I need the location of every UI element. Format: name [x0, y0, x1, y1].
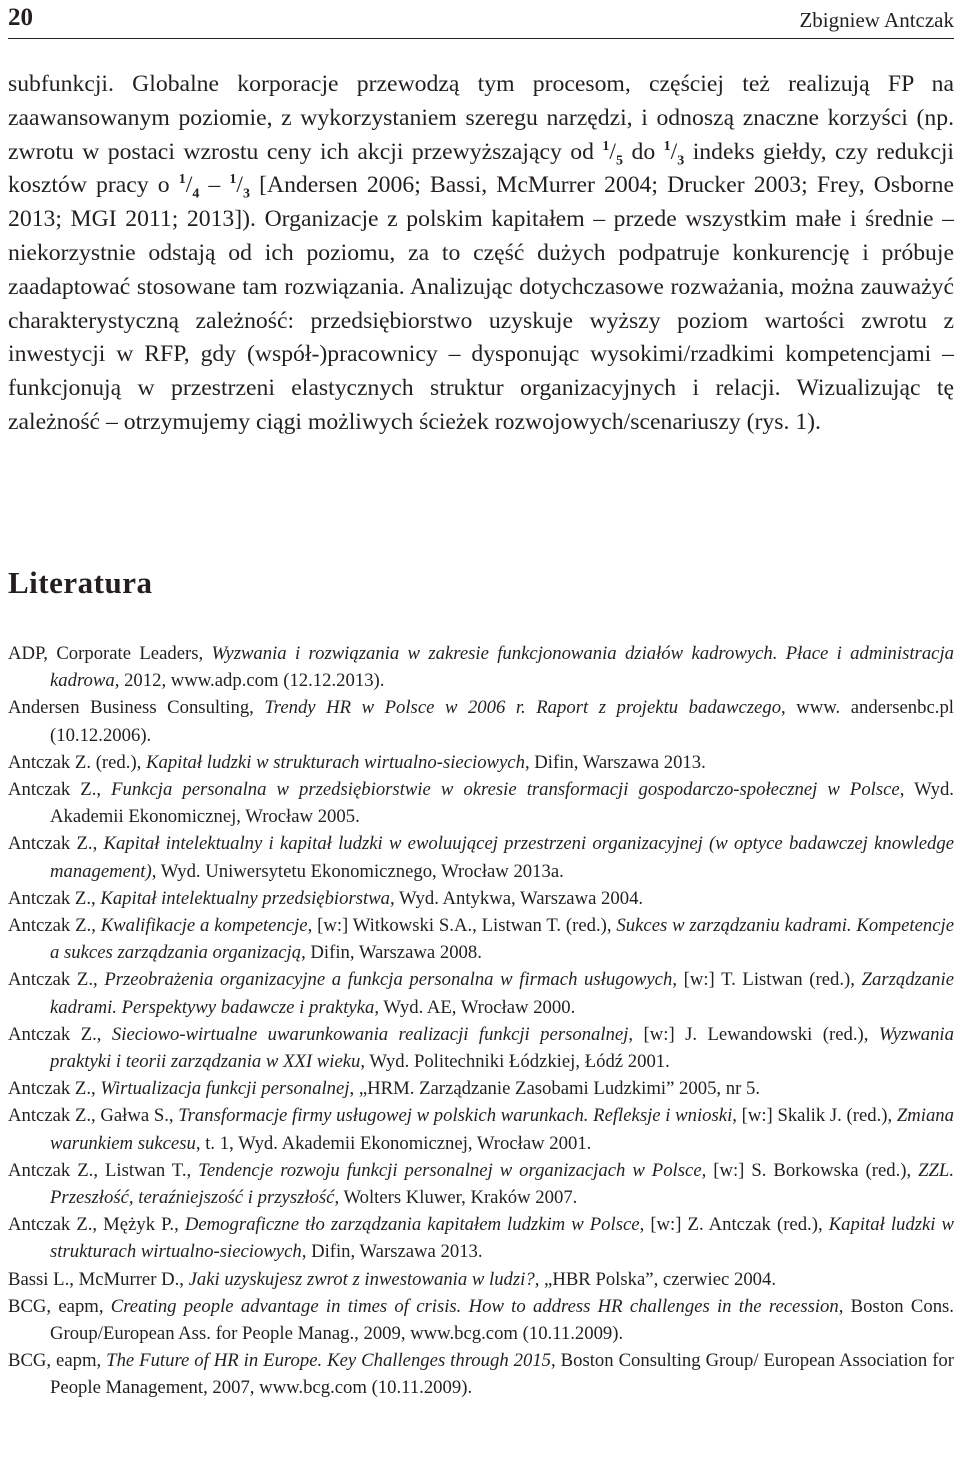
reference-text: , [w:] S. Borkowska (red.), — [701, 1159, 919, 1181]
reference-item — [8, 640, 954, 694]
reference-title: Wyzwania i rozwiązania w zakresie funkcjonowania działów kadrowych. Płace i administracja kadrowa — [50, 643, 954, 692]
reference-text: , Wyd. Akademii Ekonomicznej, Wrocław 2005. — [50, 779, 954, 828]
section-title: Literatura — [8, 565, 153, 600]
page-number: 20 — [8, 4, 33, 31]
reference-title: Jaki uzyskujesz zwrot z inwestowania w ludzi? — [188, 1268, 535, 1290]
reference-text: Antczak Z. (red.), — [8, 751, 147, 773]
reference-title: Funkcja personalna w przedsiębiorstwie w okresie transformacji gospodarczo-społecznej w Polsce — [111, 779, 900, 801]
reference-text: , Wyd. Uniwersytetu Ekonomicznego, Wrocław 2013a. — [151, 860, 564, 882]
reference-text: Andersen Business Consulting, — [8, 697, 265, 719]
reference-text: Antczak Z., Gałwa S., — [8, 1105, 179, 1127]
reference-text: Antczak Z., Mężyk P., — [8, 1214, 185, 1236]
reference-item — [8, 1102, 954, 1156]
reference-title: Transformacje firmy usługowej w polskich warunkach. Refleksje i wnioski — [178, 1105, 733, 1127]
running-header-author: Zbigniew Antczak — [799, 8, 954, 32]
reference-text: , [w:] J. Lewandowski (red.), — [628, 1023, 879, 1045]
reference-title: Sukces w zarządzaniu kadrami. Kompetencje a sukces zarządzania organizacją — [50, 915, 954, 964]
running-header — [8, 2, 954, 39]
reference-title: Kapitał intelektualny przedsiębiorstwa — [100, 887, 391, 909]
body-paragraph: subfunkcji. Globalne korporacje przewodzą tym procesom, częściej też realizują FP na zaawansowanym poziomie, z wykorzystaniem szeregu narzędzi, i odnoszą znaczne korzyści (np. zwrotu w postaci wzrostu ceny ich akcji przewyższający od $^1/_5$ do $^1/_3$ indeks giełdy, czy redukcji kosztów pracy o $^1/_4 - ^1/_3$ [Andersen 2006; Bassi, McMurrer 2004; Drucker 2003; Frey, Osborne 2013; MGI 2011; 2013]). Organizacje z polskim kapitałem – przede wszystkim małe i średnie – niekorzystnie odstają od ich poziomu, za to część dużych podpatruje konkurencję i próbuje zaadaptować stosowane tam rozwiązania. Analizując dotychczasowe rozważania, można zauważyć charakterystyczną zależność: przedsiębiorstwo uzyskuje wyższy poziom wartości zwrotu z inwestycji w RFP, gdy (współ-)pracownicy – dysponując wysokimi/rzadkimi kompetencjami – funkcjonują w przestrzeni elastycznych struktur organizacyjnych i relacji. Wizualizując tę zależność – otrzymujemy ciągi możliwych ścieżek rozwojowych/scenariuszy (rys. 1). — [8, 71, 954, 435]
reference-text: , Difin, Warszawa 2008. — [301, 942, 482, 964]
reference-item — [8, 1157, 954, 1211]
reference-item — [8, 1293, 954, 1347]
reference-text: Antczak Z., — [8, 1078, 101, 1100]
reference-text: , 2012, www.adp.com (12.12.2013). — [114, 670, 385, 692]
reference-text: , [w:] Z. Antczak (red.), — [639, 1214, 829, 1236]
reference-title: Trendy HR w Polsce w 2006 r. Raport z projektu badawczego — [264, 697, 782, 719]
reference-text: , Wyd. Antykwa, Warszawa 2004. — [390, 887, 644, 909]
reference-text: , www. andersenbc.pl (10.12.2006). — [50, 697, 954, 746]
reference-item — [8, 912, 954, 966]
reference-item — [8, 1266, 954, 1293]
reference-title: ZZL. Przeszłość, teraźniejszość i przyszłość — [50, 1159, 954, 1209]
reference-title: Kwalifikacje a kompetencje — [100, 915, 308, 937]
reference-item — [8, 966, 954, 1020]
reference-item — [8, 1075, 954, 1102]
reference-text: , [w:] Skalik J. (red.), — [732, 1105, 897, 1127]
reference-title: Wirtualizacja funkcji personalnej — [100, 1078, 350, 1100]
reference-text: ADP, Corporate Leaders, — [8, 643, 212, 664]
reference-text: , [w:] T. Listwan (red.), — [672, 969, 862, 991]
reference-item — [8, 694, 954, 748]
reference-text: , Boston Consulting Group/ European Association for People Management, 2007, www.bcg.com (10.11.2009). — [50, 1350, 954, 1399]
reference-item — [8, 749, 954, 776]
reference-item — [8, 1021, 954, 1075]
reference-text: , t. 1, Wyd. Akademii Ekonomicznej, Wrocław 2001. — [195, 1132, 592, 1154]
reference-item — [8, 830, 954, 884]
reference-text: , Difin, Warszawa 2013. — [301, 1241, 483, 1263]
reference-text: , Wyd. AE, Wrocław 2000. — [374, 996, 576, 1018]
reference-text: BCG, eapm, — [8, 1350, 107, 1372]
reference-title: Wyzwania praktyki i teorii zarządzania w XXI wieku — [50, 1023, 954, 1073]
reference-title: Przeobrażenia organizacyjne a funkcja personalna w firmach usługowych — [104, 969, 673, 991]
reference-title: Tendencje rozwoju funkcji personalnej w organizacjach w Polsce — [198, 1159, 702, 1181]
reference-title: Zarządzanie kadrami. Perspektywy badawcze i praktyka — [50, 969, 954, 1018]
reference-text: , „HRM. Zarządzanie Zasobami Ludzkimi” 2005, nr 5. — [349, 1078, 761, 1100]
reference-text: , Boston Cons. Group/European Ass. for People Manag., 2009, www.bcg.com (10.11.2009). — [50, 1295, 954, 1345]
reference-text: , Wolters Kluwer, Kraków 2007. — [334, 1187, 578, 1209]
reference-list — [8, 640, 954, 1402]
reference-text: Antczak Z., — [8, 1023, 112, 1045]
reference-item — [8, 776, 954, 830]
reference-item — [8, 885, 954, 912]
reference-item — [8, 1211, 954, 1265]
reference-title: Kapitał ludzki w strukturach wirtualno-sieciowych — [146, 751, 525, 773]
reference-text: Antczak Z., — [8, 833, 104, 855]
reference-text: Antczak Z., — [8, 887, 101, 909]
reference-item — [8, 1347, 954, 1401]
reference-text: , Wyd. Politechniki Łódzkiej, Łódź 2001. — [360, 1051, 670, 1073]
reference-title: Sieciowo-wirtualne uwarunkowania realizacji funkcji personalnej — [111, 1023, 629, 1045]
reference-text: Antczak Z., — [8, 779, 112, 801]
reference-title: Zmiana warunkiem sukcesu — [50, 1105, 954, 1154]
reference-text: Bassi L., McMurrer D., — [8, 1268, 189, 1290]
reference-text: , [w:] Witkowski S.A., Listwan T. (red.), — [307, 915, 617, 937]
reference-title: Kapitał intelektualny i kapitał ludzki w ewoluującej przestrzeni organizacyjnej (w optyce badawczej knowledge management) — [50, 833, 954, 882]
reference-text: Antczak Z., Listwan T., — [8, 1159, 199, 1181]
reference-text: Antczak Z., — [8, 915, 101, 937]
reference-text: Antczak Z., — [8, 969, 105, 991]
reference-title: Demograficzne tło zarządzania kapitałem ludzkim w Polsce — [184, 1214, 640, 1236]
reference-text: BCG, eapm, — [8, 1295, 111, 1317]
reference-title: The Future of HR in Europe. Key Challenges through 2015 — [106, 1350, 552, 1372]
reference-title: Kapitał ludzki w strukturach wirtualno-sieciowych — [50, 1214, 954, 1263]
reference-title: Creating people advantage in times of crisis. How to address HR challenges in the recession — [110, 1295, 839, 1317]
reference-text: , Difin, Warszawa 2013. — [524, 751, 706, 773]
reference-text: , „HBR Polska”, czerwiec 2004. — [534, 1268, 777, 1290]
